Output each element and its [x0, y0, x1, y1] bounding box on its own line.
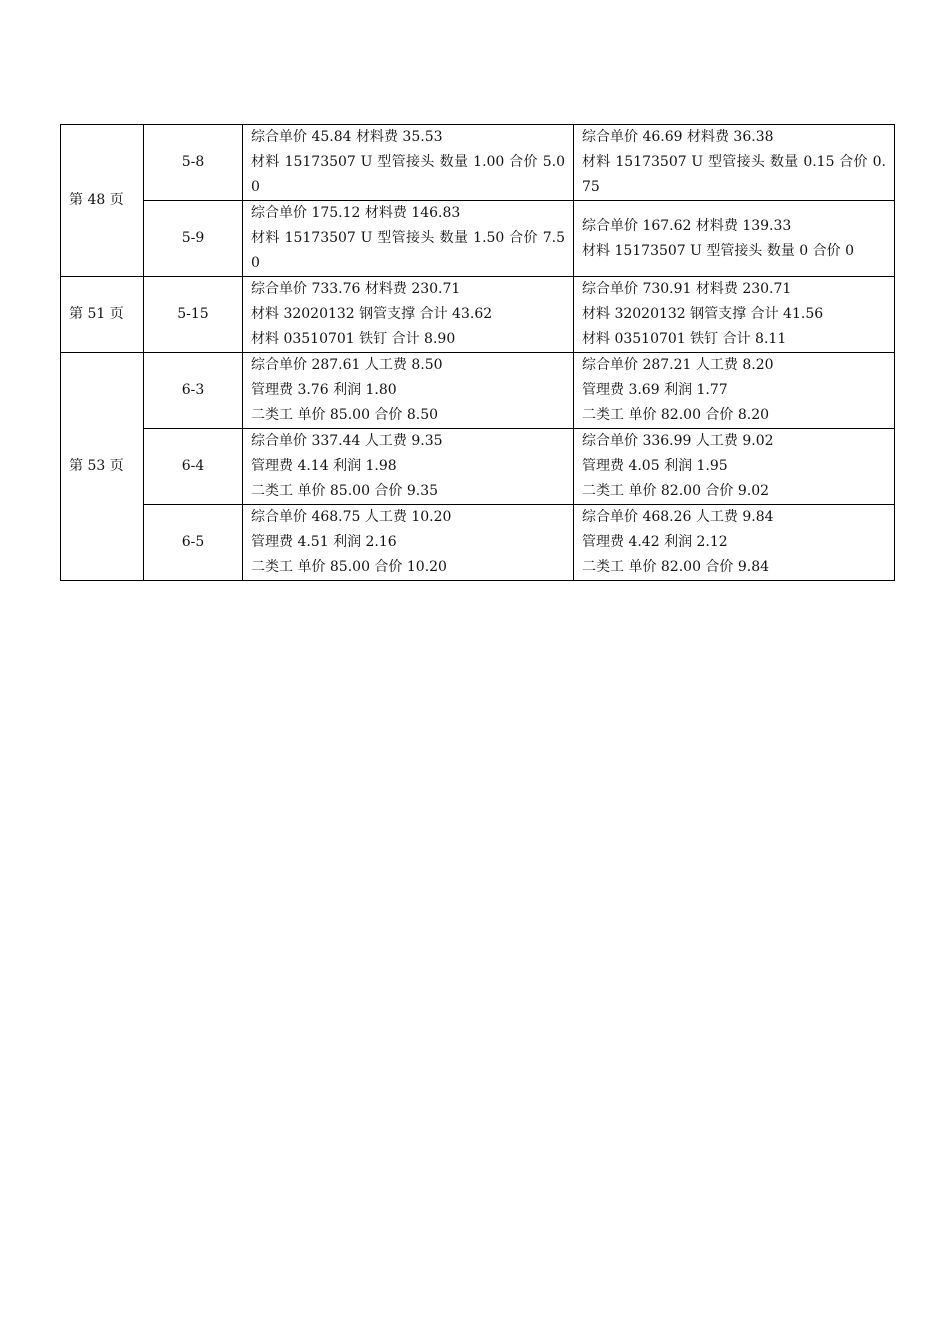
item-number-cell: 5-15 [144, 277, 243, 353]
corrected-text-cell [574, 125, 895, 201]
original-line: 二类工 单价 85.00 合价 10.20 [251, 559, 447, 575]
corrected-line: 综合单价 287.21 人工费 8.20 [582, 357, 774, 373]
original-line: 综合单价 175.12 材料费 146.83 [251, 205, 461, 221]
original-line: 综合单价 468.75 人工费 10.20 [251, 509, 452, 525]
item-number-cell: 6-4 [144, 429, 243, 505]
corrected-text-cell [574, 201, 895, 277]
item-number-cell: 6-5 [144, 505, 243, 581]
item-number-cell: 5-8 [144, 125, 243, 201]
corrected-line: 二类工 单价 82.00 合价 8.20 [582, 407, 770, 423]
original-text-cell [243, 277, 574, 353]
page-number-cell: 第 51 页 [61, 277, 144, 353]
item-number-cell: 5-9 [144, 201, 243, 277]
original-line: 管理费 3.76 利润 1.80 [251, 382, 397, 398]
corrected-text-cell [574, 505, 895, 581]
original-line: 管理费 4.51 利润 2.16 [251, 534, 397, 550]
original-line: 管理费 4.14 利润 1.98 [251, 458, 397, 474]
original-text-cell [243, 505, 574, 581]
corrected-line: 二类工 单价 82.00 合价 9.84 [582, 559, 770, 575]
item-number-cell: 6-3 [144, 353, 243, 429]
corrected-line: 材料 15173507 U 型管接头 数量 0.15 合价 0.75 [582, 154, 886, 195]
table-row [61, 125, 895, 201]
original-line: 综合单价 45.84 材料费 35.53 [251, 129, 443, 145]
table-row [61, 429, 895, 505]
corrected-text-cell [574, 277, 895, 353]
original-text-cell [243, 353, 574, 429]
corrected-line: 管理费 4.05 利润 1.95 [582, 458, 728, 474]
original-line: 材料 32020132 钢管支撑 合计 43.62 [251, 306, 493, 322]
original-line: 材料 03510701 铁钉 合计 8.90 [251, 331, 456, 347]
corrected-line: 材料 15173507 U 型管接头 数量 0 合价 0 [582, 242, 855, 259]
corrected-line: 二类工 单价 82.00 合价 9.02 [582, 483, 770, 499]
corrected-line: 材料 03510701 铁钉 合计 8.11 [582, 331, 787, 347]
table-row [61, 505, 895, 581]
original-text-cell [243, 125, 574, 201]
errata-table [60, 124, 895, 581]
corrected-text-cell [574, 353, 895, 429]
original-line: 综合单价 733.76 材料费 230.71 [251, 281, 461, 297]
original-line: 综合单价 287.61 人工费 8.50 [251, 357, 443, 373]
original-line: 材料 15173507 U 型管接头 数量 1.50 合价 7.50 [251, 230, 565, 271]
original-line: 材料 15173507 U 型管接头 数量 1.00 合价 5.00 [251, 154, 565, 195]
corrected-line: 管理费 4.42 利润 2.12 [582, 534, 728, 550]
table-row [61, 353, 895, 429]
original-text-cell [243, 201, 574, 277]
table-row [61, 201, 895, 277]
corrected-line: 材料 32020132 钢管支撑 合计 41.56 [582, 306, 824, 322]
original-line: 二类工 单价 85.00 合价 8.50 [251, 407, 439, 423]
corrected-line: 综合单价 336.99 人工费 9.02 [582, 433, 774, 449]
page-number-cell: 第 53 页 [61, 353, 144, 581]
corrected-line: 综合单价 167.62 材料费 139.33 [582, 217, 792, 234]
original-line: 二类工 单价 85.00 合价 9.35 [251, 483, 439, 499]
original-line: 综合单价 337.44 人工费 9.35 [251, 433, 443, 449]
corrected-line: 综合单价 468.26 人工费 9.84 [582, 509, 774, 525]
original-text-cell [243, 429, 574, 505]
corrected-text-cell [574, 429, 895, 505]
table-row [61, 277, 895, 353]
page-number-cell: 第 48 页 [61, 125, 144, 277]
errata-table-body [61, 125, 895, 581]
corrected-line: 综合单价 730.91 材料费 230.71 [582, 281, 792, 297]
corrected-line: 综合单价 46.69 材料费 36.38 [582, 129, 774, 145]
corrected-line: 管理费 3.69 利润 1.77 [582, 382, 728, 398]
